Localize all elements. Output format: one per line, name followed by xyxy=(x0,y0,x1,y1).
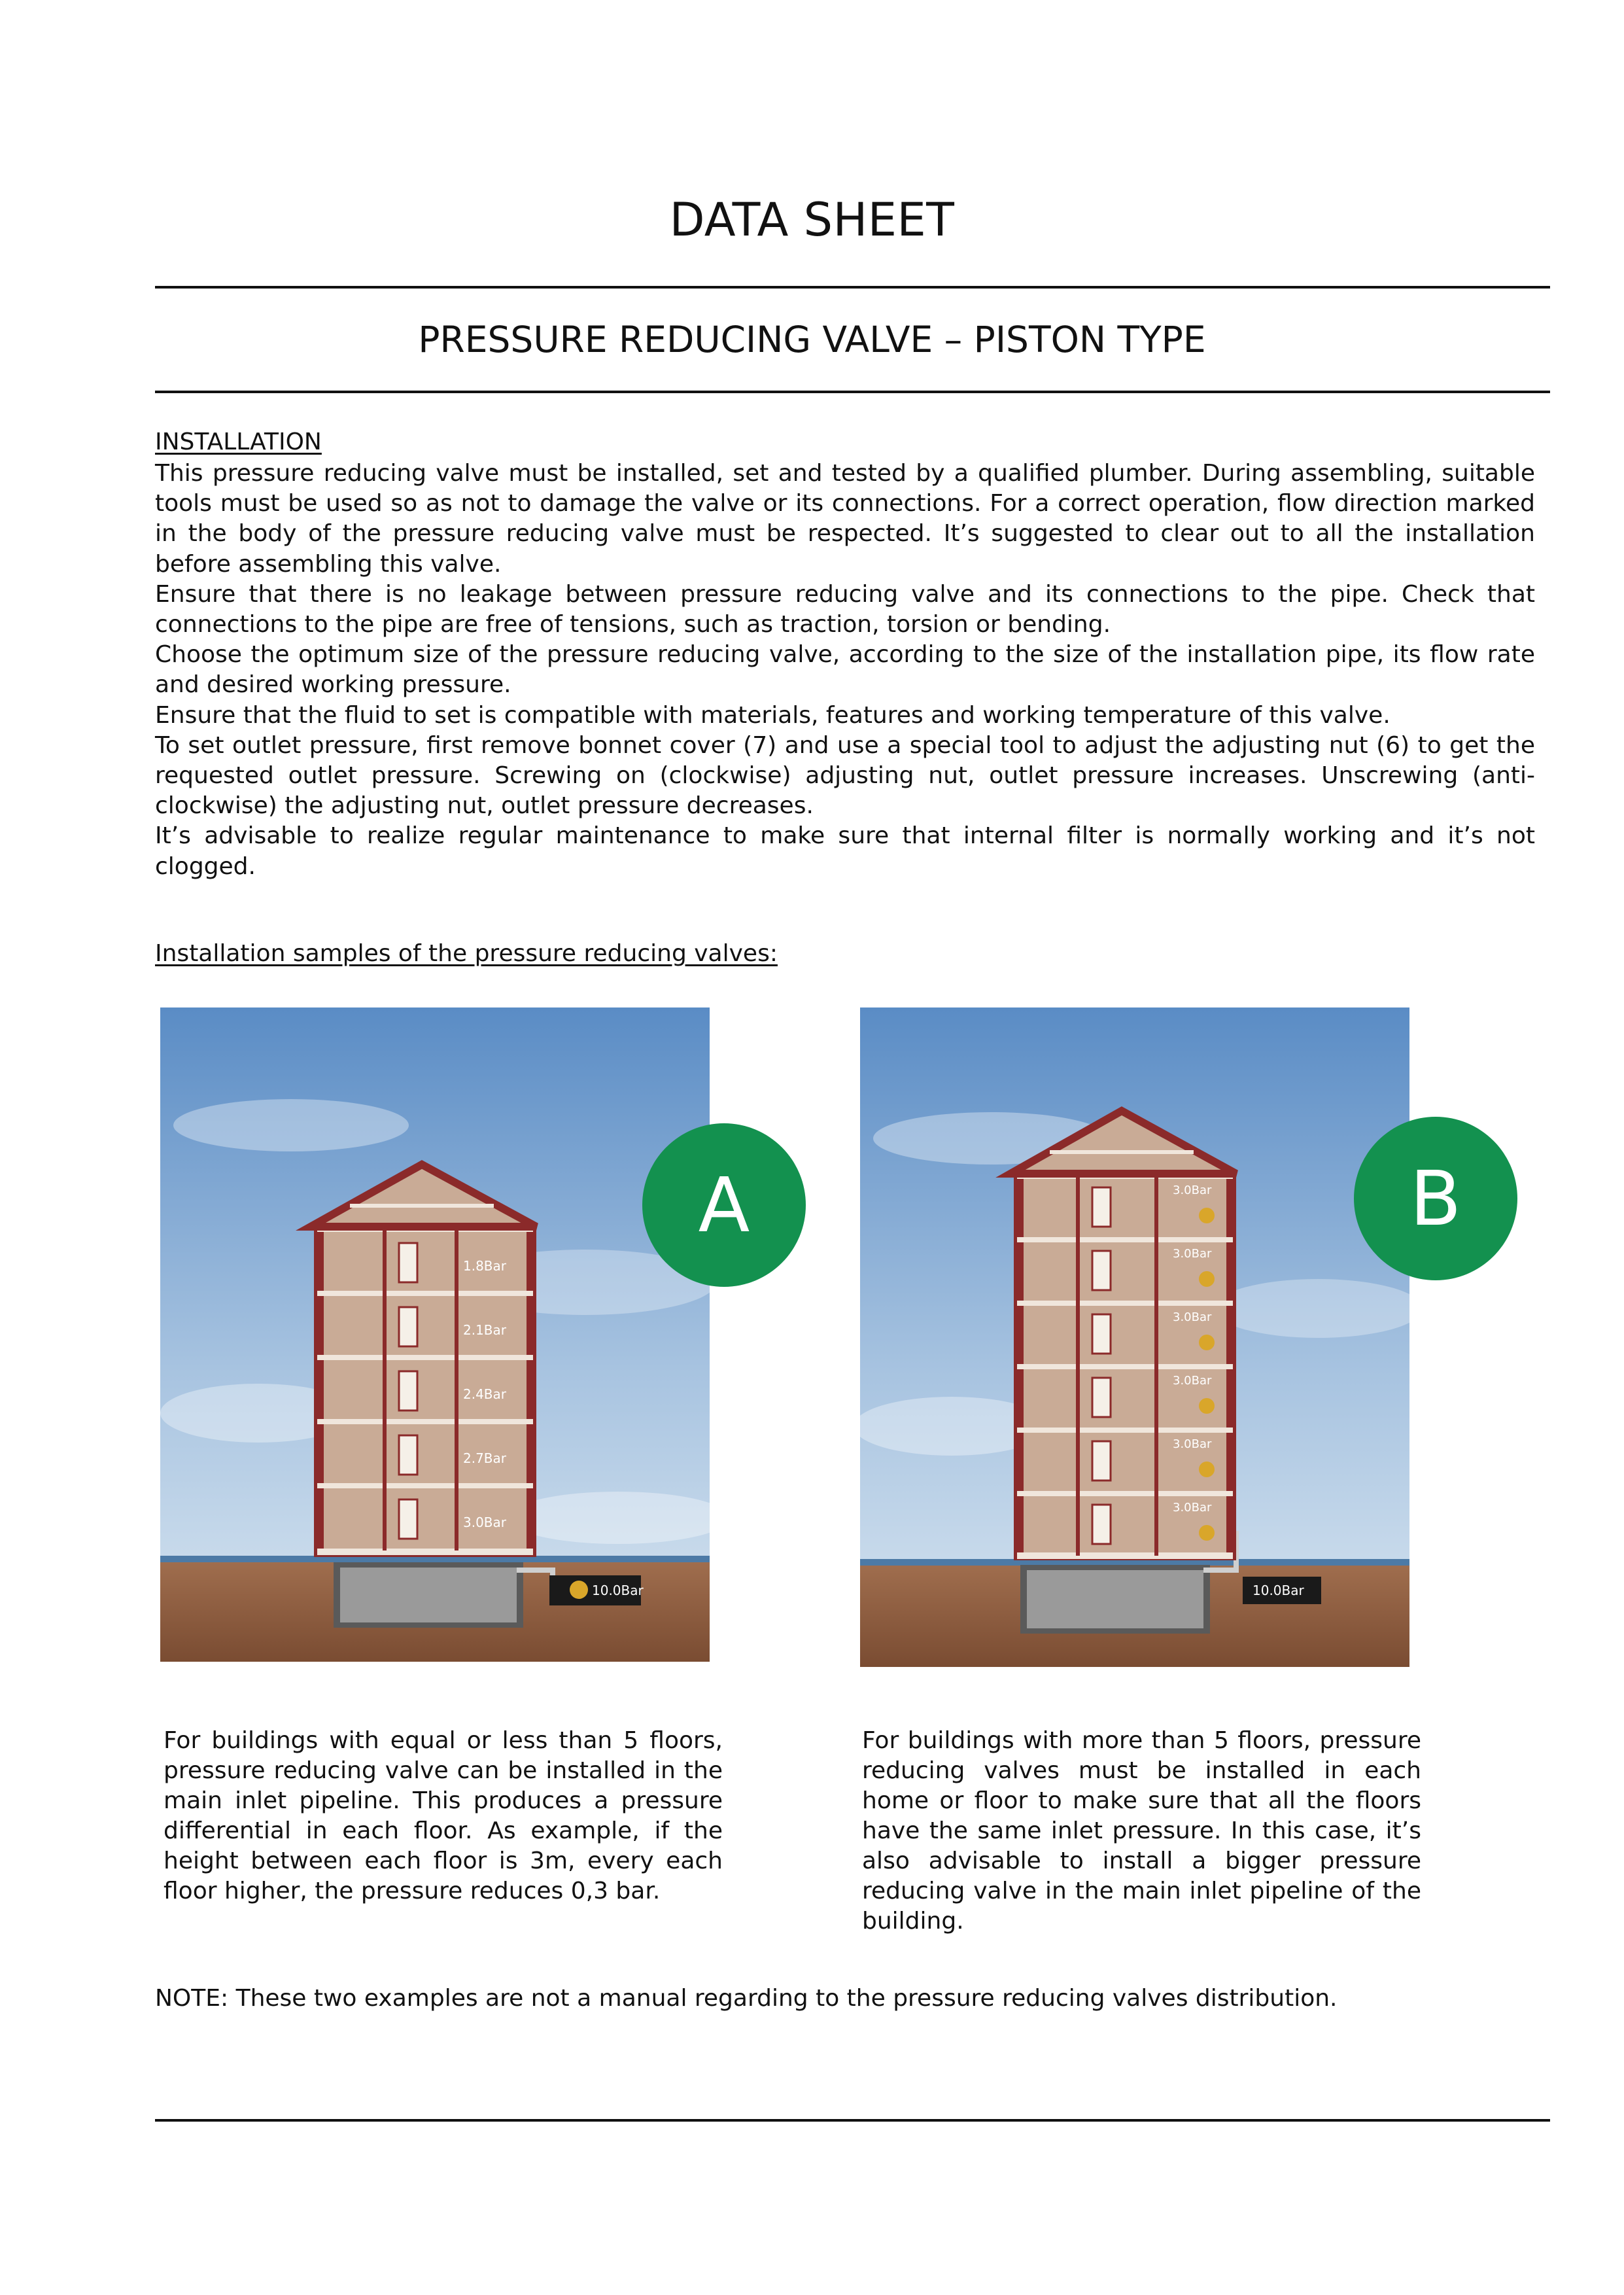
caption-b: For buildings with more than 5 floors, pressure reducing valves must be installed in each home or floor to make sure that all the floors have the same inlet pressure. In this case, it’s also advisable to install a bigger pressure reducing valve in the main inlet pipeline of the building. xyxy=(862,1727,1421,1935)
inlet-pressure-label: 10.0Bar xyxy=(1253,1583,1304,1598)
floor-pressure-label: 3.0Bar xyxy=(463,1515,507,1530)
document-subtitle: PRESSURE REDUCING VALVE – PISTON TYPE xyxy=(418,319,1206,360)
subtitle-divider xyxy=(155,391,1550,393)
samples-heading: Installation samples of the pressure reducing valves: xyxy=(155,940,778,967)
note: NOTE: These two examples are not a manual regarding to the pressure reducing valves distribution. xyxy=(155,1985,1338,2012)
illustration-a xyxy=(160,1007,814,1691)
inlet-pressure-label: 10.0Bar xyxy=(592,1583,644,1598)
floor-pressure-label: 3.0Bar xyxy=(1173,1437,1212,1451)
badge-letter: A xyxy=(698,1162,750,1250)
title-divider xyxy=(155,286,1550,289)
installation-paragraph: It’s advisable to realize regular maintenance to make sure that internal filter is normally working and it’s not clogged. xyxy=(155,822,1535,880)
floor-pressure-label: 3.0Bar xyxy=(1173,1247,1212,1261)
floor-pressure-label: 2.7Bar xyxy=(463,1450,507,1466)
document-title: DATA SHEET xyxy=(669,193,955,247)
installation-paragraph: To set outlet pressure, first remove bonnet cover (7) and use a special tool to adjust the adjusting nut (6) to get the requested outlet pressure. Screwing on (clockwise) adjusting nut, outlet pressure increases. Unscrewing (anti-clockwise) the adjusting nut, outlet pressure decreases. xyxy=(155,731,1535,820)
floor-pressure-label: 3.0Bar xyxy=(1173,1183,1212,1197)
floor-pressure-label: 3.0Bar xyxy=(1173,1501,1212,1515)
installation-paragraph: Ensure that there is no leakage between pressure reducing valve and its connections to the pipe. Check that connections to the pipe are free of tensions, such as traction, torsion or bending. xyxy=(155,580,1535,639)
caption-a: For buildings with equal or less than 5 floors, pressure reducing valve can be installed in the main inlet pipeline. This produces a pressure differential in each floor. As example, if the height between each floor is 3m, every each floor higher, the pressure reduces 0,3 bar. xyxy=(164,1727,723,1904)
valve-icon xyxy=(570,1581,588,1599)
installation-heading: INSTALLATION xyxy=(155,429,322,455)
floor-pressure-label: 3.0Bar xyxy=(1173,1310,1212,1324)
installation-paragraph: This pressure reducing valve must be installed, set and tested by a qualified plumber. During assembling, suitable tools must be used so as not to damage the valve or its connections. For a correct operation, flow direction marked in the body of the pressure reducing valve must be respected. It’s suggested to clear out to all the installation before assembling this valve. xyxy=(155,460,1535,578)
floor-pressure-label: 1.8Bar xyxy=(463,1258,507,1274)
installation-text xyxy=(155,459,1535,882)
illustration-b xyxy=(860,1007,1521,1691)
installation-paragraph: Ensure that the fluid to set is compatible with materials, features and working temperature of this valve. xyxy=(155,701,1391,729)
badge-letter: B xyxy=(1409,1155,1462,1243)
floor-pressure-label: 2.4Bar xyxy=(463,1386,507,1402)
floor-pressure-label: 3.0Bar xyxy=(1173,1374,1212,1388)
floor-pressure-label: 2.1Bar xyxy=(463,1322,507,1338)
footer-divider xyxy=(155,2119,1550,2122)
installation-paragraph: Choose the optimum size of the pressure reducing valve, according to the size of the installation pipe, its flow rate and desired working pressure. xyxy=(155,641,1535,699)
